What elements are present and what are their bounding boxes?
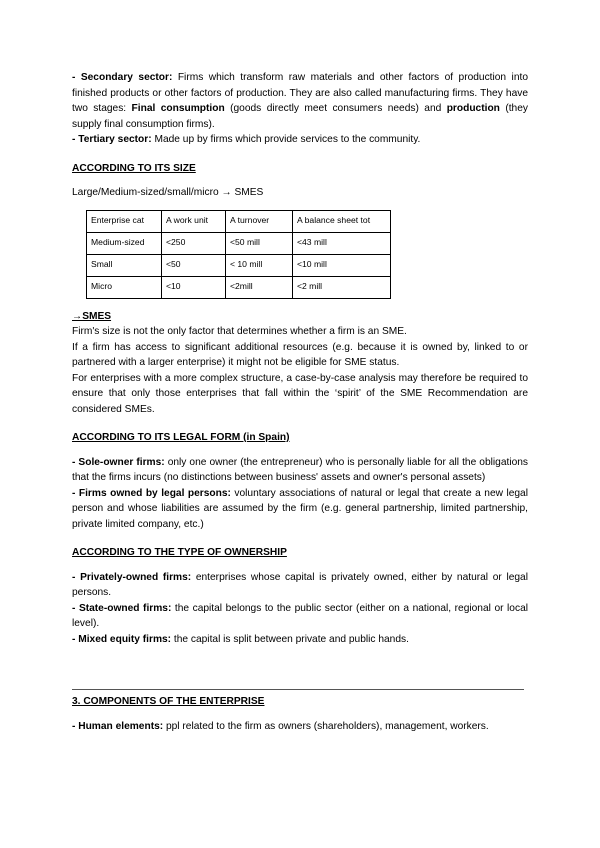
table-cell: < 10 mill: [226, 254, 293, 276]
table-cell: <43 mill: [293, 232, 391, 254]
mixed-paragraph: [72, 632, 528, 648]
sole-owner-paragraph: [72, 455, 528, 486]
tertiary-sector-paragraph: [72, 132, 528, 148]
state-text: the capital belongs to the public sector (either on a national, regional or local level).: [72, 602, 528, 629]
sole-owner-label: - Sole-owner firms:: [72, 456, 165, 468]
table-header-row: [87, 210, 391, 232]
tertiary-sector-text: Made up by firms which provide services to the community.: [151, 134, 421, 145]
size-heading: ACCORDING TO ITS SIZE: [72, 162, 196, 174]
mixed-label: - Mixed equity firms:: [72, 633, 172, 645]
table-cell: <10: [162, 276, 226, 298]
table-row: [87, 254, 391, 276]
private-label: - Privately-owned firms:: [72, 571, 192, 583]
table-cell: Micro: [87, 276, 162, 298]
state-label: - State-owned firms:: [72, 602, 172, 614]
mixed-text: the capital is split between private and public hands.: [171, 633, 409, 645]
components-heading: 3. COMPONENTS OF THE ENTERPRISE: [72, 696, 265, 707]
document-page: [72, 70, 528, 734]
table-cell: <50: [162, 254, 226, 276]
human-elements-text: ppl related to the firm as owners (shareholders), management, workers.: [163, 720, 489, 732]
smes-paragraph-2: If a firm has access to significant additional resources (e.g. because it is owned by, linked to or partnered with a larger enterprise) it might not be eligible for SME status.: [72, 341, 528, 368]
smes-heading: →SMES: [72, 310, 112, 322]
smes-paragraph-1: Firm's size is not the only factor that determines whether a firm is an SME.: [72, 326, 407, 337]
table-cell: <2 mill: [293, 276, 391, 298]
ownership-heading: ACCORDING TO THE TYPE OF OWNERSHIP: [72, 547, 287, 558]
secondary-sector-paragraph: [72, 70, 528, 132]
table-cell: Small: [87, 254, 162, 276]
legal-persons-paragraph: [72, 486, 528, 533]
table-header-cell: A work unit: [162, 210, 226, 232]
secondary-sector-label: - Secondary sector:: [72, 72, 173, 83]
table-row: [87, 276, 391, 298]
state-paragraph: [72, 601, 528, 632]
human-elements-label: - Human elements:: [72, 720, 164, 732]
table-row: [87, 232, 391, 254]
table-header-cell: Enterprise cat: [87, 210, 162, 232]
size-table: [86, 210, 391, 299]
size-intro: Large/Medium-sized/small/micro → SMES: [72, 187, 264, 198]
legal-persons-text: voluntary associations of natural or legal that create a new legal person and whose liabilities are assumed by the firm (e.g. general partnership, limited partnership, private limited company, etc.): [72, 487, 528, 530]
table-header-cell: A turnover: [226, 210, 293, 232]
tertiary-sector-label: - Tertiary sector:: [72, 134, 152, 145]
secondary-sector-text-3: (they supply final consumption firms).: [72, 103, 528, 130]
table-cell: <2mill: [226, 276, 293, 298]
sole-owner-text: only one owner (the entrepreneur) who is personally liable for all the obligations that the firms incurs (no distinctions between business' assets and owner's personal assets): [72, 456, 529, 483]
table-cell: <10 mill: [293, 254, 391, 276]
table-cell: Medium-sized: [87, 232, 162, 254]
human-elements-paragraph: [72, 719, 528, 735]
secondary-sector-text: Firms which transform raw materials and other factors of production into finished products or other factors of production. They are also called manufacturing firms. They have two stages:: [72, 72, 528, 114]
legal-persons-label: - Firms owned by legal persons:: [72, 487, 231, 499]
private-paragraph: [72, 570, 528, 601]
legal-form-heading: ACCORDING TO ITS LEGAL FORM (in Spain): [72, 432, 290, 443]
production-term: production: [446, 103, 500, 114]
table-header-cell: A balance sheet tot: [293, 210, 391, 232]
final-consumption-term: Final consumption: [131, 103, 225, 114]
smes-paragraph-3: For enterprises with a more complex structure, a case-by-case analysis may therefore be required to ensure that only those enterprises that fall within the ‘spirit’ of the SME Recommendation are considered SMEs.: [72, 372, 528, 415]
table-cell: <250: [162, 232, 226, 254]
table-cell: <50 mill: [226, 232, 293, 254]
private-text: enterprises whose capital is privately owned, either by natural or legal persons.: [72, 571, 528, 598]
secondary-sector-text-2: (goods directly meet consumers needs) and: [224, 103, 447, 114]
